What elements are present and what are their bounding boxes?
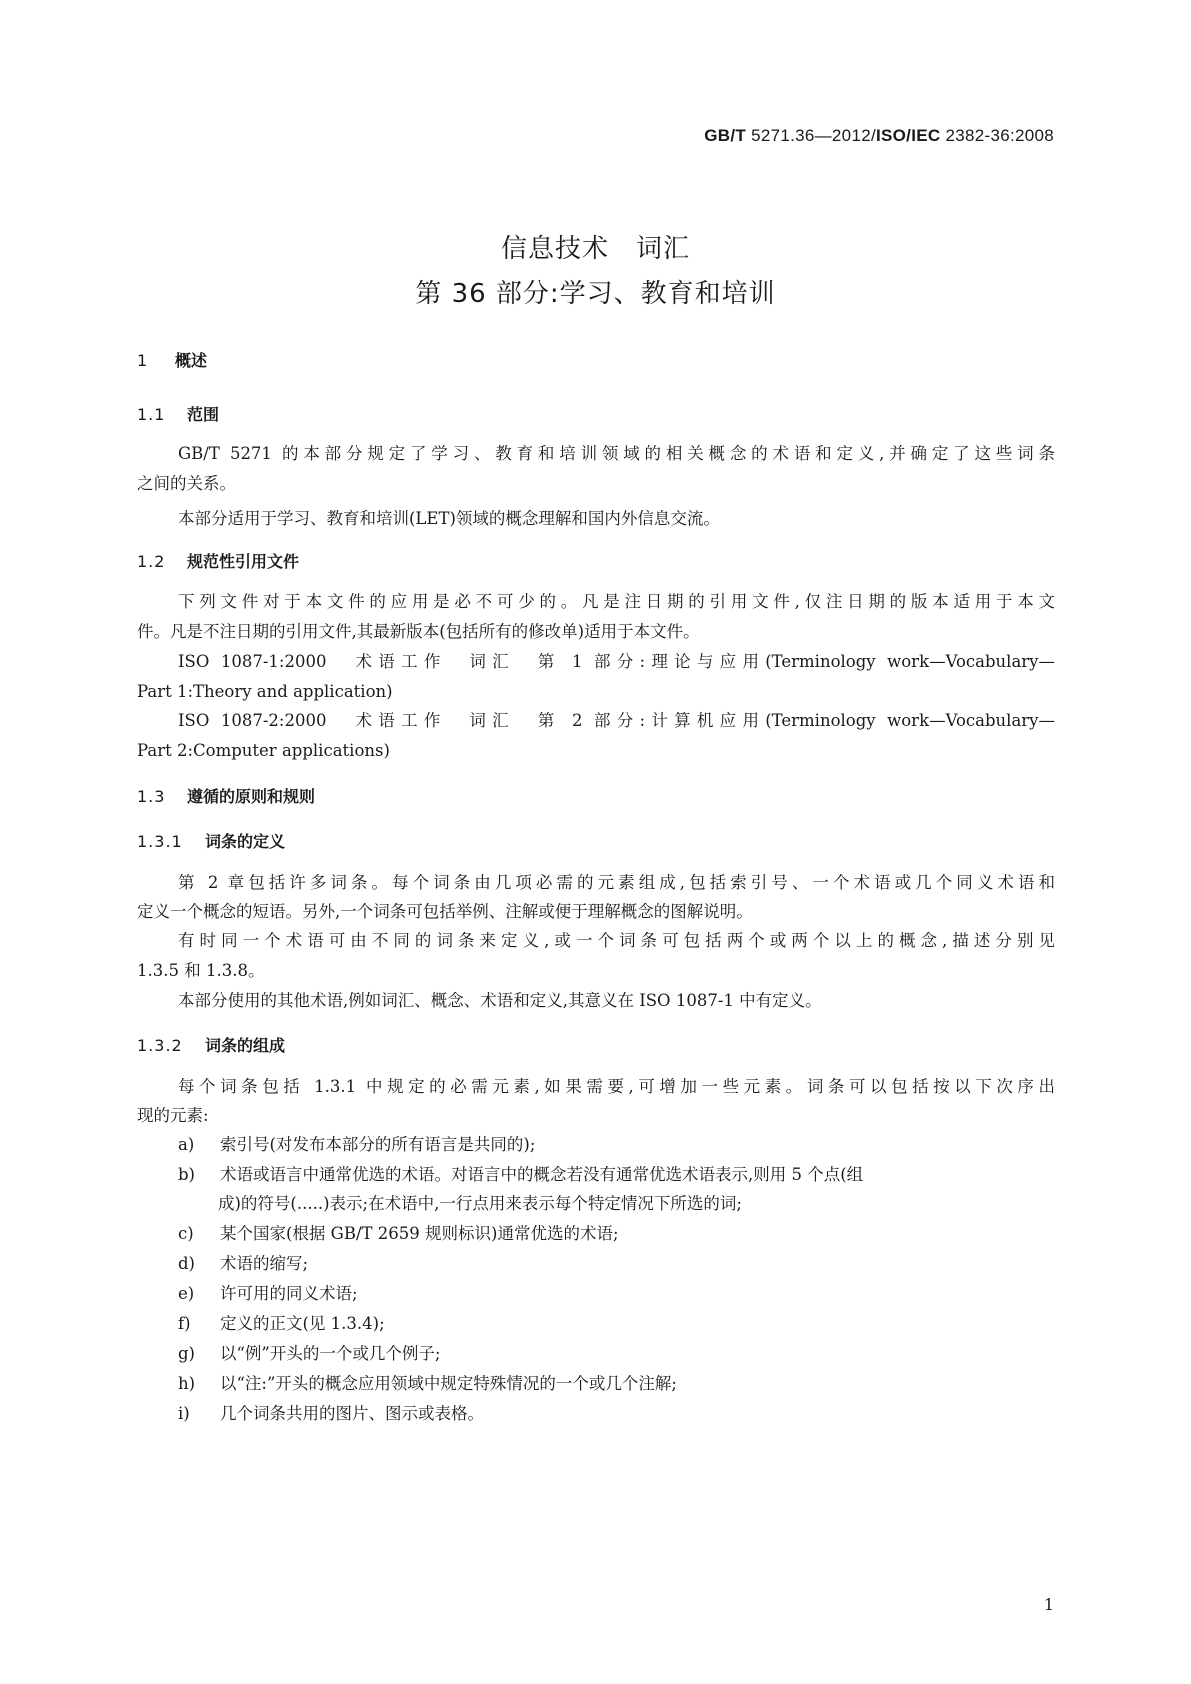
list-item: [137, 1374, 1055, 1394]
list-item-label: g): [178, 1344, 195, 1363]
paragraph-line: 之间的关系。: [137, 474, 236, 493]
list-item-label: a): [178, 1135, 195, 1154]
section-title: 词条的组成: [205, 1036, 286, 1055]
list-item-label: c): [178, 1224, 194, 1243]
paragraph-line: 现的元素:: [137, 1106, 209, 1125]
paragraph-line: 件。凡是不注日期的引用文件,其最新版本(包括所有的修改单)适用于本文件。: [137, 622, 700, 641]
section-heading-1-2: [137, 549, 299, 572]
reference-line: Part 1:Theory and application): [137, 682, 393, 701]
section-number: 1.2: [137, 552, 166, 571]
section-number: 1.3.1: [137, 832, 183, 851]
list-item-text: 某个国家(根据 GB/T 2659 规则标识)通常优选的术语;: [220, 1224, 619, 1243]
section-number: 1.1: [137, 405, 166, 424]
list-item-text: 几个词条共用的图片、图示或表格。: [220, 1404, 484, 1423]
list-item: [137, 1404, 1055, 1424]
section-title: 规范性引用文件: [187, 552, 300, 571]
section-heading-1-3-2: [137, 1033, 285, 1056]
document-subtitle: 第 36 部分:学习、教育和培训: [415, 279, 776, 309]
paragraph-line: 有时同一个术语可由不同的词条来定义,或一个词条可包括两个或两个以上的概念,描述分别见: [178, 931, 1055, 950]
section-number: 1.3: [137, 787, 166, 806]
section-title: 遵循的原则和规则: [187, 787, 316, 806]
reference-line: ISO 1087-1:2000 术语工作 词汇 第 1 部分:理论与应用(Terminology work—Vocabulary—: [178, 652, 1055, 671]
paragraph-line: 本部分使用的其他术语,例如词汇、概念、术语和定义,其意义在 ISO 1087-1 中有定义。: [178, 991, 822, 1010]
list-item: [137, 1224, 1055, 1244]
list-item: [137, 1165, 1055, 1185]
list-item-continuation: 成)的符号(.....)表示;在术语中,一行点用来表示每个特定情况下所选的词;: [218, 1194, 742, 1213]
paragraph-line: 下列文件对于本文件的应用是必不可少的。凡是注日期的引用文件,仅注日期的版本适用于本文: [178, 592, 1055, 611]
list-item: [137, 1284, 1055, 1304]
section-number: 1: [137, 351, 149, 370]
list-item-text: 术语或语言中通常优选的术语。对语言中的概念若没有通常优选术语表示,则用 5 个点(组: [220, 1165, 864, 1184]
section-number: 1.3.2: [137, 1036, 183, 1055]
list-item-text: 以“注:”开头的概念应用领域中规定特殊情况的一个或几个注解;: [220, 1374, 677, 1393]
list-item: [137, 1135, 1055, 1155]
list-item: [137, 1254, 1055, 1274]
paragraph-line: 定义一个概念的短语。另外,一个词条可包括举例、注解或便于理解概念的图解说明。: [137, 902, 753, 921]
list-item-label: i): [178, 1404, 190, 1423]
section-title: 范围: [187, 405, 220, 424]
document-title: 信息技术 词汇: [500, 234, 690, 264]
paragraph-line: GB/T 5271 的本部分规定了学习、教育和培训领域的相关概念的术语和定义,并确定了这些词条: [178, 444, 1055, 463]
paragraph-line: 1.3.5 和 1.3.8。: [137, 961, 265, 980]
paragraph-line: 本部分适用于学习、教育和培训(LET)领域的概念理解和国内外信息交流。: [178, 509, 720, 528]
list-item-text: 术语的缩写;: [220, 1254, 309, 1273]
list-item-label: f): [178, 1314, 191, 1333]
standard-code-number: 5271.36—2012/: [751, 126, 876, 145]
section-heading-1-1: [137, 402, 219, 425]
standard-code: [704, 126, 1054, 146]
standard-code-gbt: GB/T: [704, 126, 747, 145]
page-number: 1: [1043, 1595, 1054, 1614]
list-item-text: 许可用的同义术语;: [220, 1284, 358, 1303]
standard-code-iso-number: 2382-36:2008: [945, 126, 1054, 145]
section-heading-1-3-1: [137, 829, 285, 852]
section-title: 概述: [175, 351, 208, 370]
list-item-label: d): [178, 1254, 195, 1273]
list-item-label: h): [178, 1374, 196, 1393]
paragraph-line: 每个词条包括 1.3.1 中规定的必需元素,如果需要,可增加一些元素。词条可以包括按以下次序出: [178, 1077, 1055, 1096]
paragraph-line: 第 2 章包括许多词条。每个词条由几项必需的元素组成,包括索引号、一个术语或几个同义术语和: [178, 873, 1055, 892]
list-item-label: e): [178, 1284, 195, 1303]
list-item: [137, 1344, 1055, 1364]
reference-line: Part 2:Computer applications): [137, 741, 390, 760]
reference-line: ISO 1087-2:2000 术语工作 词汇 第 2 部分:计算机应用(Terminology work—Vocabulary—: [178, 711, 1055, 730]
section-heading-1: [137, 348, 207, 371]
list-item-text: 索引号(对发布本部分的所有语言是共同的);: [220, 1135, 536, 1154]
section-title: 词条的定义: [205, 832, 286, 851]
list-item: [137, 1314, 1055, 1334]
standard-code-iso: ISO/IEC: [875, 126, 941, 145]
list-item-label: b): [178, 1165, 195, 1184]
list-item-text: 定义的正文(见 1.3.4);: [220, 1314, 385, 1333]
section-heading-1-3: [137, 784, 315, 807]
list-item-text: 以“例”开头的一个或几个例子;: [220, 1344, 441, 1363]
